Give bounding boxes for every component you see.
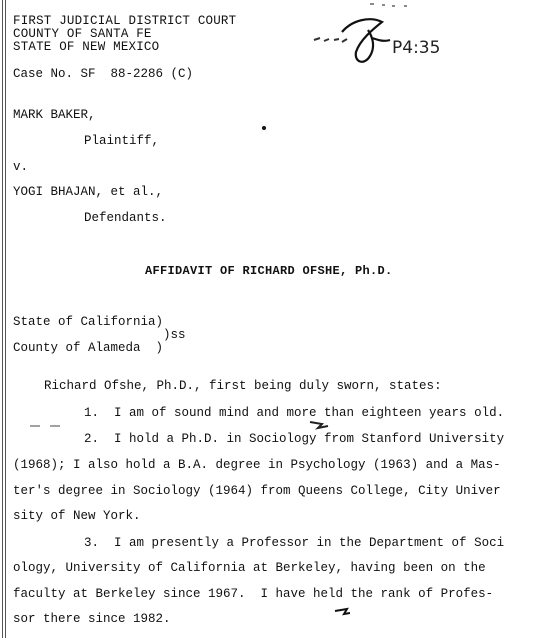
court-name: FIRST JUDICIAL DISTRICT COURT [13,14,237,28]
paragraph-3-line-1: 3. I am presently a Professor in the Department of Soci [84,536,505,550]
defendant-role: Defendants. [84,211,167,225]
plaintiff-name: MARK BAKER, [13,108,96,122]
case-number: Case No. SF 88-2286 (C) [13,67,194,81]
affiant-intro: Richard Ofshe, Ph.D., first being duly sworn, states: [44,379,442,393]
paragraph-2-line-2: (1968); I also hold a B.A. degree in Psychology (1963) and a Mas- [13,458,501,472]
document-title: AFFIDAVIT OF RICHARD OFSHE, Ph.D. [145,264,393,278]
paragraph-3-line-3: faculty at Berkeley since 1967. I have held the rank of Profes- [13,587,494,601]
left-margin-rule [5,0,6,638]
plaintiff-role: Plaintiff, [84,134,160,148]
left-margin-rule [2,0,3,638]
paragraph-1: 1. I am of sound mind and more than eighteen years old. [84,406,505,420]
filing-time-stamp: P4:35 [392,38,441,58]
court-county: COUNTY OF SANTA FE [13,27,152,41]
paragraph-3-line-4: sor there since 1982. [13,612,171,626]
venue-ss: )ss [163,328,186,342]
paragraph-2-line-4: sity of New York. [13,509,141,523]
speck [262,126,266,130]
paragraph-2-line-3: ter's degree in Sociology (1964) from Queens College, City Univer [13,484,501,498]
marginal-marks [30,416,350,432]
paragraph-2-line-1: 2. I hold a Ph.D. in Sociology from Stanford University [84,432,505,446]
venue-county: County of Alameda ) [13,341,164,355]
versus: v. [13,160,29,174]
court-state: STATE OF NEW MEXICO [13,40,160,54]
defendant-name: YOGI BHAJAN, et al., [13,185,164,199]
paragraph-3-line-2: ology, University of California at Berkeley, having been on the [13,561,486,575]
ink-smudge [334,606,350,616]
venue-state: State of California) [13,315,164,329]
